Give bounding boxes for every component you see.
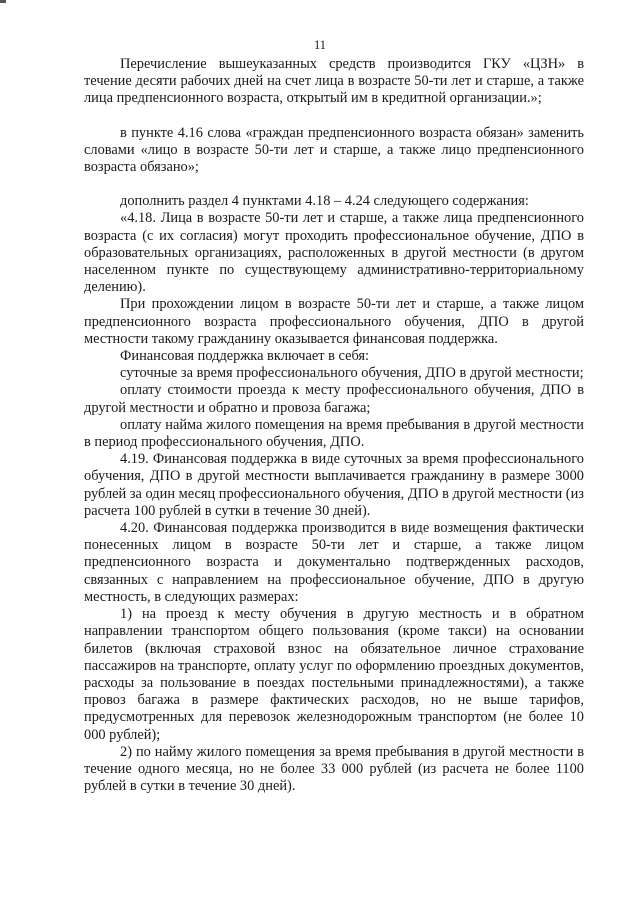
document-body <box>84 56 584 795</box>
paragraph-add-section-4: дополнить раздел 4 пунктами 4.18 – 4.24 следующего содержания: <box>120 193 529 210</box>
paragraph-4-19: 4.19. Финансовая поддержка в виде суточных за время профессионального обучения, ДПО в другой местности выплачивается гражданину в размере 3000 рублей за один месяц профессионального обучения, ДПО в другой местности (из расчета 100 рублей в сутки в течение 30 дней). <box>84 451 584 519</box>
paragraph-gap <box>84 176 584 193</box>
paragraph-item-4-16: в пункте 4.16 слова «граждан предпенсионного возраста обязан» заменить словами «лицо в возрасте 50-ти лет и старше, а также лицо предпенсионного возраста обязано»; <box>84 124 584 176</box>
paragraph-support-includes: Финансовая поддержка включает в себя: <box>120 348 370 365</box>
paragraph-gap <box>84 108 584 125</box>
page-number: 11 <box>313 38 327 52</box>
paragraph-daily-allowance: суточные за время профессионального обучения, ДПО в другой местности; <box>120 365 584 382</box>
paragraph-4-18: «4.18. Лица в возрасте 50-ти лет и старше, а также лица предпенсионного возраста (с их согласия) могут проходить профессиональное обучение, ДПО в образовательных организациях, расположенных в другой местности (в другом населенном пункте по существующему административно-территориальному делению). <box>84 210 584 296</box>
paragraph-4-20: 4.20. Финансовая поддержка производится в виде возмещения фактически понесенных лицом в возрасте 50-ти лет и старше, а также лицом предпенсионного возраста и документально подтвержденных расходов, связанных с направлением на профессиональное обучение, ДПО в другую местность, в следующих размерах: <box>84 520 584 605</box>
paragraph-financial-support: При прохождении лицом в возрасте 50-ти лет и старше, а также лицом предпенсионного возраста профессионального обучения, ДПО в другой местности такому гражданину оказывается финансовая поддержка. <box>84 296 584 347</box>
paragraph-transfer-clause: Перечисление вышеуказанных средств производится ГКУ «ЦЗН» в течение десяти рабочих дней на счет лица в возрасте 50-ти лет и старше, а также лица предпенсионного возраста, открытый им в кредитной организации.»; <box>84 56 584 107</box>
paragraph-housing-cost: оплату найма жилого помещения на время пребывания в другой местности в период профессионального обучения, ДПО. <box>84 416 584 451</box>
paragraph-list-item-1: 1) на проезд к месту обучения в другую местность и в обратном направлении транспортом общего пользования (кроме такси) на основании билетов (включая страховой взнос на обязательное личное страхование пассажиров на транспорте, оплату услуг по оформлению проездных документов, расходы за пользование в поездах постельными принадлежностями), а также провоз багажа в размере фактических расходов, но не выше тарифов, предусмотренных для перевозок железнодорожным транспортом (не более 10 000 рублей); <box>84 606 584 743</box>
paragraph-list-item-2: 2) по найму жилого помещения за время пребывания в другой местности в течение одного месяца, но не более 33 000 рублей (из расчета не более 1100 рублей в сутки в течение 30 дней). <box>84 743 584 795</box>
paragraph-travel-cost: оплату стоимости проезда к месту профессионального обучения, ДПО в другой местности и обратно и провоза багажа; <box>84 382 584 416</box>
scan-artifact <box>0 0 6 3</box>
